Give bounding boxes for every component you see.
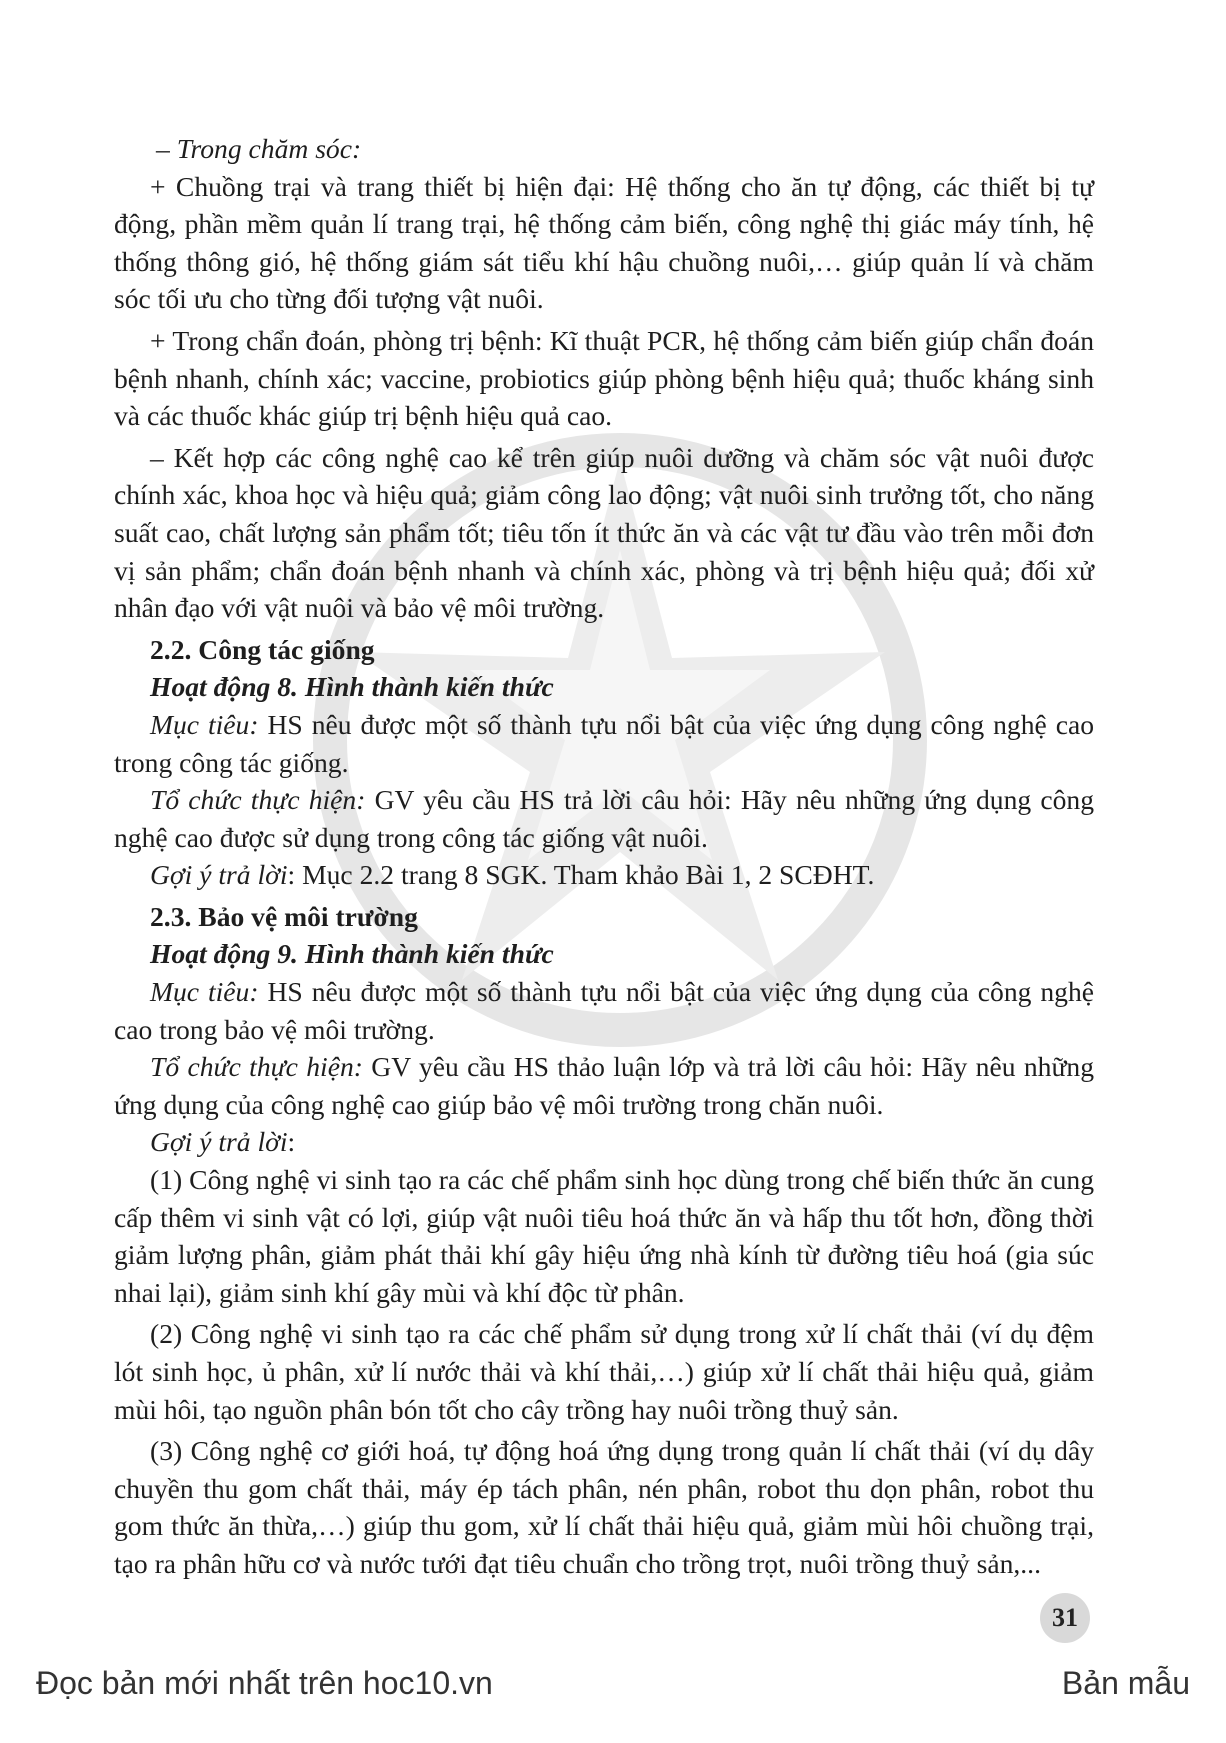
- hint-item-2: (2) Công nghệ vi sinh tạo ra các chế phẩm sử dụng trong xử lí chất thải (ví dụ đệm lót sinh học, ủ phân, xử lí nước thải và khí thải,…) giúp xử lí chất thải hiệu quả, giảm mùi hôi, tạo nguồn phân bón tốt cho cây trồng hay nuôi trồng thuỷ sản.: [114, 1318, 1094, 1425]
- activity-9-title: Hoạt động 9. Hình thành kiến thức: [150, 938, 554, 970]
- activity-9-organization: Tổ chức thực hiện: GV yêu cầu HS thảo luận lớp và trả lời câu hỏi: Hãy nêu những ứng dụng của công nghệ cao giúp bảo vệ môi trường trong chăn nuôi.: [114, 1051, 1094, 1120]
- footer-sample-label: Bản mẫu: [1061, 1665, 1190, 1701]
- page-number-badge: 31: [1040, 1593, 1090, 1643]
- heading-section-2-2: 2.2. Công tác giống: [150, 633, 375, 665]
- paragraph-facilities: + Chuồng trại và trang thiết bị hiện đại: Hệ thống cho ăn tự động, các thiết bị tự động, phần mềm quản lí trang trại, hệ thống cảm biến, công nghệ thị giác máy tính, hệ thống thông gió, hệ thống giám sát tiểu khí hậu chuồng nuôi,… giúp quản lí và chăm sóc tối ưu cho từng đối tượng vật nuôi.: [114, 170, 1094, 315]
- hint-item-1: (1) Công nghệ vi sinh tạo ra các chế phẩm sinh học dùng trong chế biến thức ăn cung cấp thêm vi sinh vật có lợi, giúp vật nuôi tiêu hoá thức ăn và hấp thu tốt hơn, đồng thời giảm lượng phân, giảm phát thải khí gây hiệu ứng nhà kính từ đường tiêu hoá (gia súc nhai lại), giảm sinh khí gây mùi và khí độc từ phân.: [114, 1164, 1094, 1308]
- activity-8-hint: Gợi ý trả lời: Mục 2.2 trang 8 SGK. Tham khảo Bài 1, 2 SCĐHT.: [150, 859, 875, 891]
- paragraph-care-heading: – Trong chăm sóc:: [156, 133, 362, 164]
- activity-8-title: Hoạt động 8. Hình thành kiến thức: [150, 671, 554, 703]
- page-body: [114, 130, 1094, 1583]
- activity-9-goal: Mục tiêu: HS nêu được một số thành tựu nổi bật của việc ứng dụng của công nghệ cao trong bảo vệ môi trường.: [114, 976, 1095, 1045]
- hint-item-3: (3) Công nghệ cơ giới hoá, tự động hoá ứng dụng trong quản lí chất thải (ví dụ dây chuyền thu gom chất thải, máy ép tách phân, nén phân, robot thu dọn phân, robot thu gom thức ăn thừa,…) giúp thu gom, xử lí chất thải hiệu quả, giảm mùi hôi chuồng trại, tạo ra phân hữu cơ và nước tưới đạt tiêu chuẩn cho trồng trọt, nuôi trồng thuỷ sản,...: [114, 1435, 1094, 1579]
- paragraph-combined-benefits: – Kết hợp các công nghệ cao kể trên giúp nuôi dưỡng và chăm sóc vật nuôi được chính xác, khoa học và hiệu quả; giảm công lao động; vật nuôi sinh trưởng tốt, cho năng suất cao, chất lượng sản phẩm tốt; tiêu tốn ít thức ăn và các vật tư đầu vào trên mỗi đơn vị sản phẩm; chẩn đoán bệnh nhanh và chính xác, phòng và trị bệnh hiệu quả; đối xử nhân đạo với vật nuôi và bảo vệ môi trường.: [114, 441, 1094, 624]
- paragraph-diagnosis: + Trong chẩn đoán, phòng trị bệnh: Kĩ thuật PCR, hệ thống cảm biến giúp chẩn đoán bệnh nhanh, chính xác; vaccine, probiotics giúp phòng bệnh hiệu quả; thuốc kháng sinh và các thuốc khác giúp trị bệnh hiệu quả cao.: [114, 324, 1094, 432]
- activity-8-goal: Mục tiêu: HS nêu được một số thành tựu nổi bật của việc ứng dụng công nghệ cao trong công tác giống.: [114, 708, 1095, 778]
- activity-9-hint: Gợi ý trả lời:: [150, 1126, 296, 1158]
- footer-site-link[interactable]: Đọc bản mới nhất trên hoc10.vn: [36, 1665, 493, 1701]
- heading-section-2-3: 2.3. Bảo vệ môi trường: [150, 900, 418, 932]
- activity-8-organization: Tổ chức thực hiện: GV yêu cầu HS trả lời câu hỏi: Hãy nêu những ứng dụng công nghệ cao được sử dụng trong công tác giống vật nuôi.: [114, 784, 1094, 853]
